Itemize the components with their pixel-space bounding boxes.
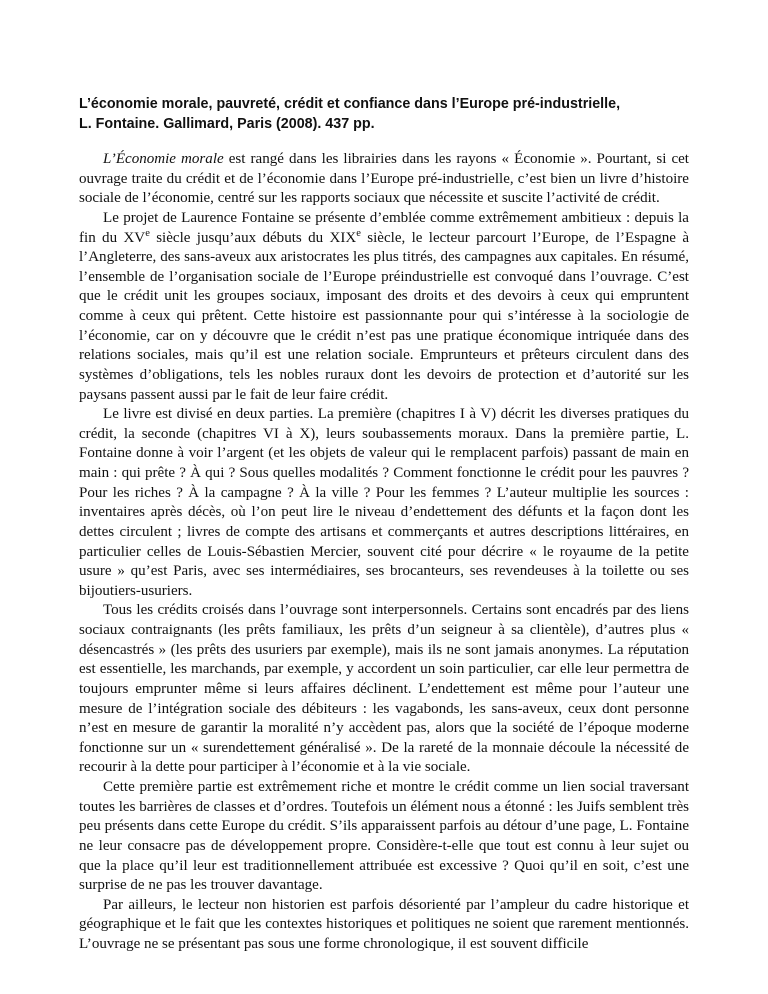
review-title-line-2: L. Fontaine. Gallimard, Paris (2008). 437 pp.	[79, 116, 375, 132]
review-title-line-1: L’économie morale, pauvreté, crédit et confiance dans l’Europe pré-industrielle,	[79, 96, 621, 112]
paragraph-2	[79, 209, 689, 405]
review-body	[79, 150, 689, 955]
paragraph-4: Tous les crédits croisés dans l’ouvrage sont interpersonnels. Certains sont encadrés par des liens sociaux contraignants (les prêts familiaux, les prêts d’un seigneur à sa clientèle), d’autres plus « désencastrés » (les prêts des usuriers par exemple), mais ils ne sont jamais anonymes. La réputation est essentielle, les marchands, par exemple, y accordent un soin particulier, car elle leur permettra de toujours emprunter même si leurs affaires déclinent. L’endettement est même pour l’auteur une mesure de l’intégration sociale des débiteurs : les vagabonds, les sans-aveux, ceux dont personne n’est en mesure de garantir la moralité n’y accèdent pas, alors que la société de l’époque moderne fonctionne sur un « surendettement généralisé ». De la rareté de la monnaie découle la nécessité de recourir à la dette pour participer à l’économie et à la vie sociale.	[79, 602, 689, 776]
paragraph-2-part-a: Le projet de Laurence Fontaine se présente d’emblée comme extrêmement ambitieux : depuis la fin du XV	[79, 209, 689, 246]
superscript-e: e	[356, 227, 361, 239]
paragraph-2-part-c: siècle, le lecteur parcourt l’Europe, de l’Espagne à l’Angleterre, des sans-aveux aux aristocrates les plus titrés, des campagnes aux capitales. En résumé, l’ensemble de l’organisation sociale de l’Europe préindustrielle est convoqué dans l’ouvrage. C’est que le crédit unit les groupes sociaux, imposant des droits et des devoirs à ceux qui empruntent comme à ceux qui prêtent. Cette histoire est passionnante pour qui s’intéresse à la sociologie de l’économie, car on y découvre que le crédit n’est pas une pratique économique intriquée dans des relations sociales, mais qu’il est une relation sociale. Emprunteurs et prêteurs circulent dans des systèmes d’obligations, tels les nobles ruraux dont les devoirs de protection et d’autorité sur les paysans passent aussi par le fait de leur faire crédit.	[79, 229, 689, 403]
paragraph-6: Par ailleurs, le lecteur non historien est parfois désorienté par l’ampleur du cadre historique et géographique et le fait que les contextes historiques et politiques ne soient que rarement mentionnés. L’ouvrage ne se présentant pas sous une forme chronologique, il est souvent difficile	[79, 896, 689, 952]
paragraph-3: Le livre est divisé en deux parties. La première (chapitres I à V) décrit les diverses pratiques du crédit, la seconde (chapitres VI à X), leurs soubassements moraux. Dans la première partie, L. Fontaine donne à voir l’argent (et les objets de valeur qui le remplacent parfois) passant de main en main : qui prête ? À qui ? Sous quelles modalités ? Comment fonctionne le crédit pour les pauvres ? Pour les riches ? À la campagne ? À la ville ? Pour les femmes ? L’auteur multiplie les sources : inventaires après décès, où l’on peut lire le niveau d’endettement des défunts et la façon dont les dettes circulent ; livres de compte des artisans et commerçants et autres descriptions littéraires, en particulier celles de Louis-Sébastien Mercier, souvent cité pour décrire « le royaume de la petite usure » qu’est Paris, avec ses intermédiaires, ses brocanteurs, ses revendeuses à la toilette ou ses bijoutiers-usuriers.	[79, 406, 689, 599]
superscript-e: e	[145, 227, 150, 239]
review-page	[79, 94, 689, 955]
book-title-italic: L’Économie morale	[103, 151, 224, 167]
paragraph-5: Cette première partie est extrêmement riche et montre le crédit comme un lien social traversant toutes les barrières de classes et d’ordres. Toutefois un élément nous a étonné : les Juifs semblent très peu présents dans cette Europe du crédit. S’ils apparaissent parfois au détour d’une page, L. Fontaine ne leur consacre pas de développement propre. Considère-t-elle que tout est connu à leur sujet ou que la place qu’il leur est traditionnellement attribuée est excessive ? Quoi qu’il en soit, c’est une surprise de ne pas les trouver davantage.	[79, 779, 689, 894]
review-title	[79, 94, 689, 134]
paragraph-1	[79, 150, 689, 209]
paragraph-1-text: est rangé dans les librairies dans les rayons « Économie ». Pourtant, si cet ouvrage traite du crédit et de l’économie dans l’Europe pré-industrielle, c’est bien un livre d’histoire sociale de l’économie, centré sur les rapports sociaux que nécessite et suscite l’activité de crédit.	[79, 151, 689, 207]
paragraph-2-part-b: siècle jusqu’aux débuts du XIX	[149, 229, 357, 246]
